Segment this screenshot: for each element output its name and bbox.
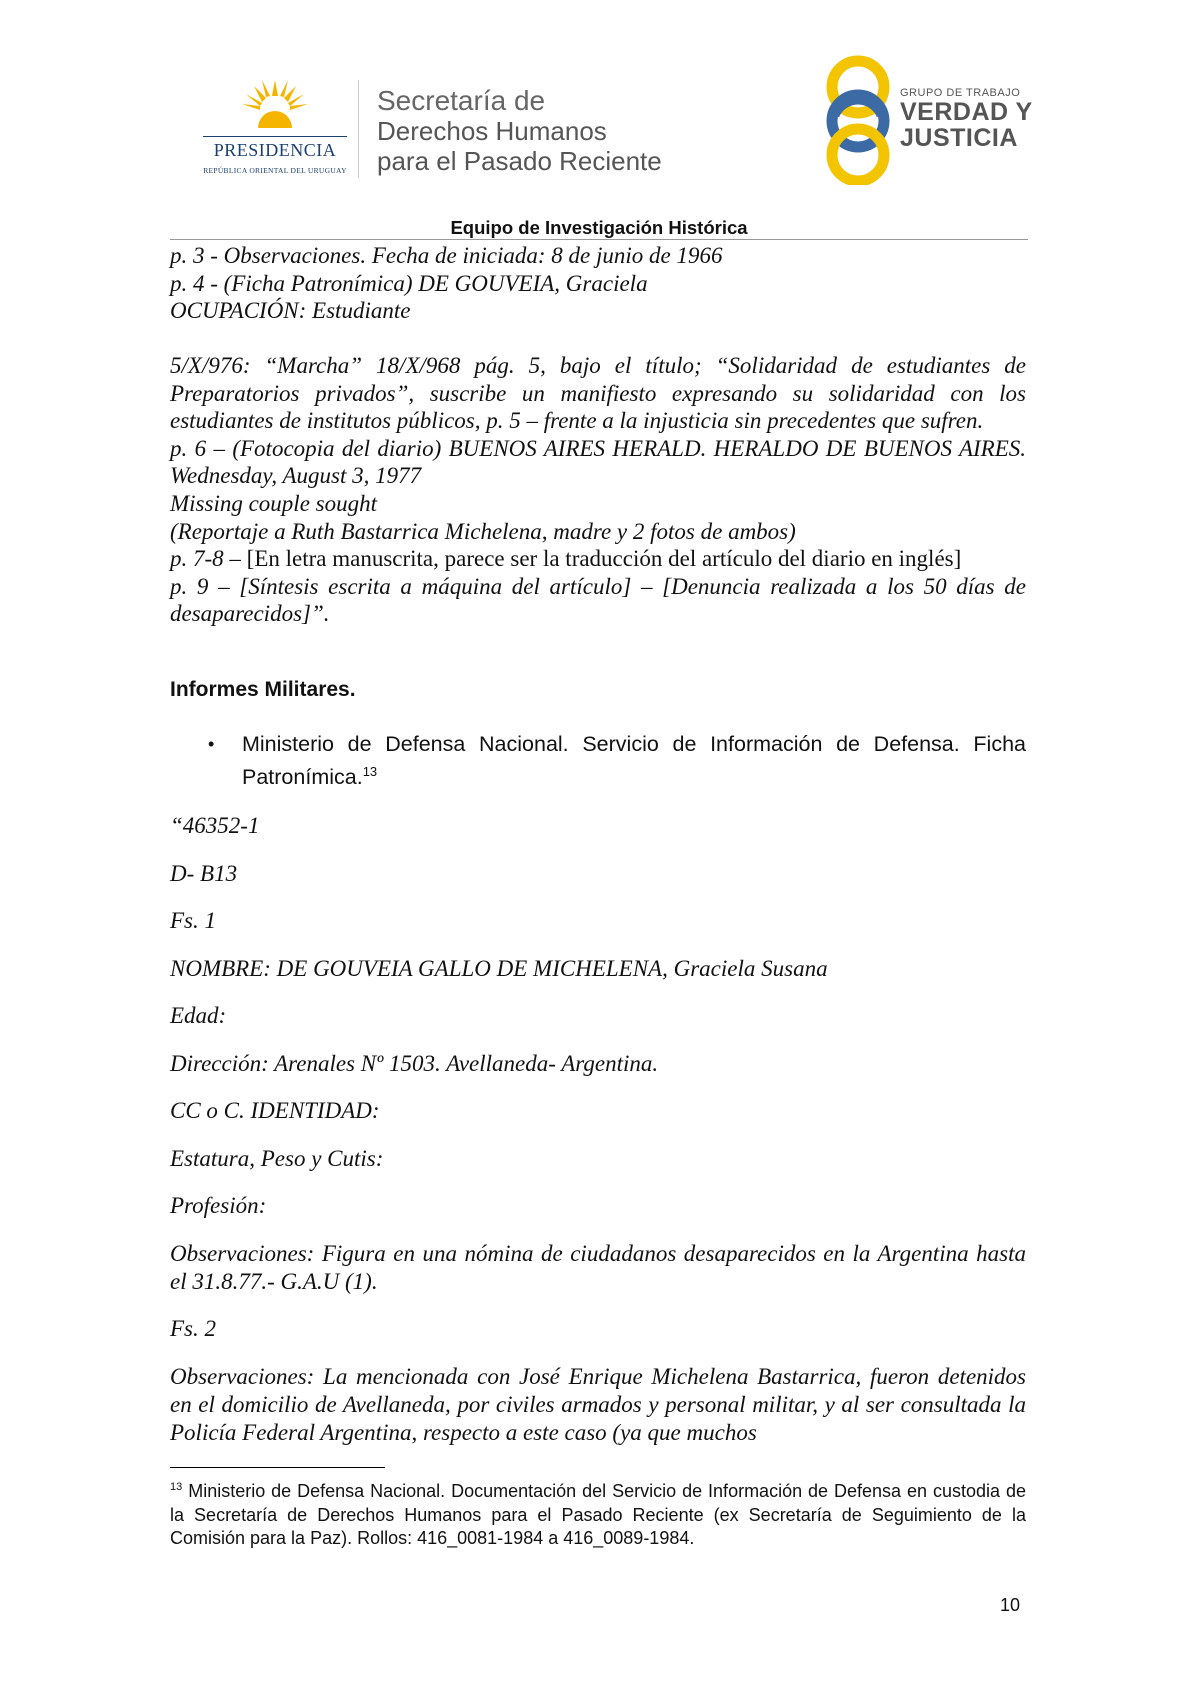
secretaria-line-1: Secretaría de: [377, 85, 546, 116]
secretaria-line-2: Derechos Humanos: [377, 116, 607, 146]
bullet-label: Ministerio de Defensa Nacional. Servicio de Información de Defensa. Ficha Patronímica.: [242, 732, 1026, 790]
verdad-justicia-logo: [820, 55, 1050, 185]
bullet-dot: •: [208, 734, 215, 754]
footnote-text: Ministerio de Defensa Nacional. Documentación del Servicio de Información de Defensa en custodia de la Secretaría de Derechos Humanos para el Pasado Reciente (ex Secretaría de Seguimiento de la Comisión para la Paz). Rollos: 416_0081-1984 a 416_0089-1984.: [170, 1481, 1026, 1548]
entry-reportaje: (Reportaje a Ruth Bastarrica Michelena, madre y 2 fotos de ambos): [170, 518, 796, 544]
archive-entries-main: [170, 352, 1026, 628]
presidencia-logo: [195, 78, 355, 178]
section-title: Informes Militares.: [170, 678, 356, 701]
presidencia-subtitle: REPÚBLICA ORIENTAL DEL URUGUAY: [203, 166, 347, 175]
ficha-line-fs1: Fs. 1: [170, 908, 216, 933]
entry-ocupacion: OCUPACIÓN: Estudiante: [170, 298, 411, 324]
entry-marcha: 5/X/976: “Marcha” 18/X/968 pág. 5, bajo el título; “Solidaridad de estudiantes de Preparatorios privados”, suscribe un manifiesto expresando su solidaridad con los estudiantes de institutos públicos, p. 5 – frente a la injusticia sin precedentes que sufren.: [170, 353, 1026, 434]
footnote-number: 13: [170, 1481, 183, 1493]
verdad-justicia-text: [900, 87, 1033, 151]
page-number: 10: [1000, 1595, 1021, 1615]
footnote-ref: 13: [362, 764, 378, 779]
ficha-line-profesion: Profesión:: [170, 1193, 267, 1218]
entry-missing: Missing couple sought: [170, 490, 377, 516]
rings-icon: [820, 55, 900, 185]
ficha-line-edad: Edad:: [170, 1003, 227, 1028]
vj-small-label: GRUPO DE TRABAJO: [900, 87, 1021, 99]
vj-line-1: VERDAD Y: [900, 98, 1033, 126]
sun-emblem-icon: [240, 78, 310, 134]
ficha-line-fs2: Fs. 2: [170, 1316, 216, 1341]
footnote: [170, 1476, 1026, 1551]
secretaria-logo-text: [377, 86, 662, 176]
header-divider: [358, 80, 359, 178]
ficha-line-observaciones-2: Observaciones: La mencionada con José Enrique Michelena Bastarrica, fueron detenidos en el domicilio de Avellaneda, por civiles armados y personal militar, y al ser consultada la Policía Federal Argentina, respecto a este caso (ya que muchos: [170, 1364, 1026, 1445]
entry-p78-text: [En letra manuscrita, parece ser la traducción del artículo del diario en inglés]: [246, 546, 962, 572]
ficha-line-code: “46352-1: [170, 813, 260, 838]
presidencia-rule: [203, 136, 347, 137]
entry-p6: p. 6 – (Fotocopia del diario) BUENOS AIRES HERALD. HERALDO DE BUENOS AIRES. Wednesday, August 3, 1977: [170, 435, 1026, 489]
entry-p78-label: p. 7-8 –: [170, 546, 247, 572]
ficha-line-identidad: CC o C. IDENTIDAD:: [170, 1098, 380, 1123]
ficha-line-direccion: Dirección: Arenales Nº 1503. Avellaneda- Argentina.: [170, 1051, 659, 1076]
team-title: Equipo de Investigación Histórica: [450, 217, 748, 238]
ficha-line-observaciones-1: Observaciones: Figura en una nómina de ciudadanos desaparecidos en la Argentina hasta el 31.8.77.- G.A.U (1).: [170, 1241, 1026, 1294]
entry-p3: p. 3 - Observaciones. Fecha de iniciada: 8 de junio de 1966: [170, 243, 723, 268]
entry-p9: p. 9 – [Síntesis escrita a máquina del artículo] – [Denuncia realizada a los 50 días de desaparecidos]”.: [170, 573, 1026, 627]
secretaria-line-3: para el Pasado Reciente: [377, 146, 662, 176]
entry-p4: p. 4 - (Ficha Patronímica) DE GOUVEIA, Graciela: [170, 270, 648, 296]
vj-line-2: JUSTICIA: [900, 124, 1018, 152]
entry-p78: [170, 545, 1026, 573]
header-rule: [170, 239, 1028, 240]
presidencia-name: PRESIDENCIA: [213, 140, 337, 160]
footnote-rule: [170, 1467, 385, 1468]
ficha-line-nombre: NOMBRE: DE GOUVEIA GALLO DE MICHELENA, Graciela Susana: [170, 956, 828, 981]
archive-entries-top: [170, 242, 1026, 325]
bullet-text: [242, 730, 1026, 791]
ficha-line-estatura: Estatura, Peso y Cutis:: [170, 1146, 384, 1171]
ficha-line-db: D- B13: [170, 861, 238, 886]
